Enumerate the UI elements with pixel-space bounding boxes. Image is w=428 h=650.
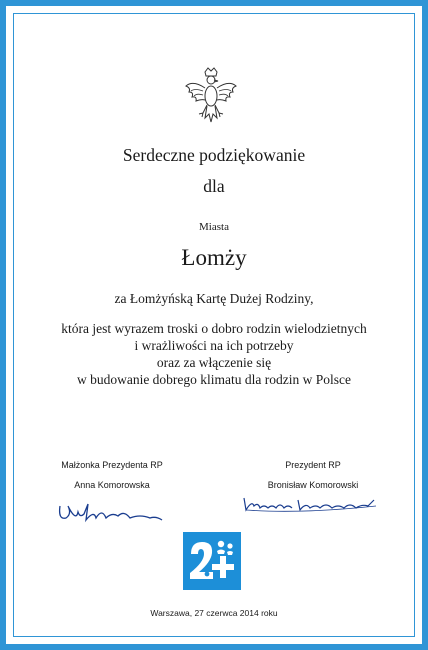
reason-line: za Łomżyńską Kartę Dużej Rodziny,: [114, 291, 314, 306]
reason-paragraph: [0, 320, 428, 388]
signer-left-title: Małżonka Prezydenta RP: [61, 460, 163, 470]
reason-line: w budowanie dobrego klimatu dla rodzin w Polsce: [76, 372, 352, 387]
reason-line: oraz za włączenie się: [156, 355, 272, 370]
large-family-card-logo: [183, 532, 241, 590]
reason-line: która jest wyrazem troski o dobro rodzin wielodzietnych: [61, 321, 367, 336]
diploma-title: Serdeczne podziękowanie: [122, 145, 306, 165]
place-date: Warszawa, 27 czerwca 2014 roku: [150, 608, 278, 618]
signer-left-name: Anna Komorowska: [74, 480, 150, 490]
for-word: dla: [203, 176, 225, 196]
signature-left: [56, 498, 166, 526]
polish-eagle-icon: [183, 66, 239, 126]
signature-right: [240, 492, 380, 514]
signer-right-title: Prezydent RP: [285, 460, 341, 470]
reason-line: i wrażliwości na ich potrzeby: [134, 338, 294, 353]
city-name: Łomży: [181, 245, 247, 270]
city-label: Miasta: [199, 221, 229, 233]
signer-right-name: Bronisław Komorowski: [267, 480, 359, 490]
